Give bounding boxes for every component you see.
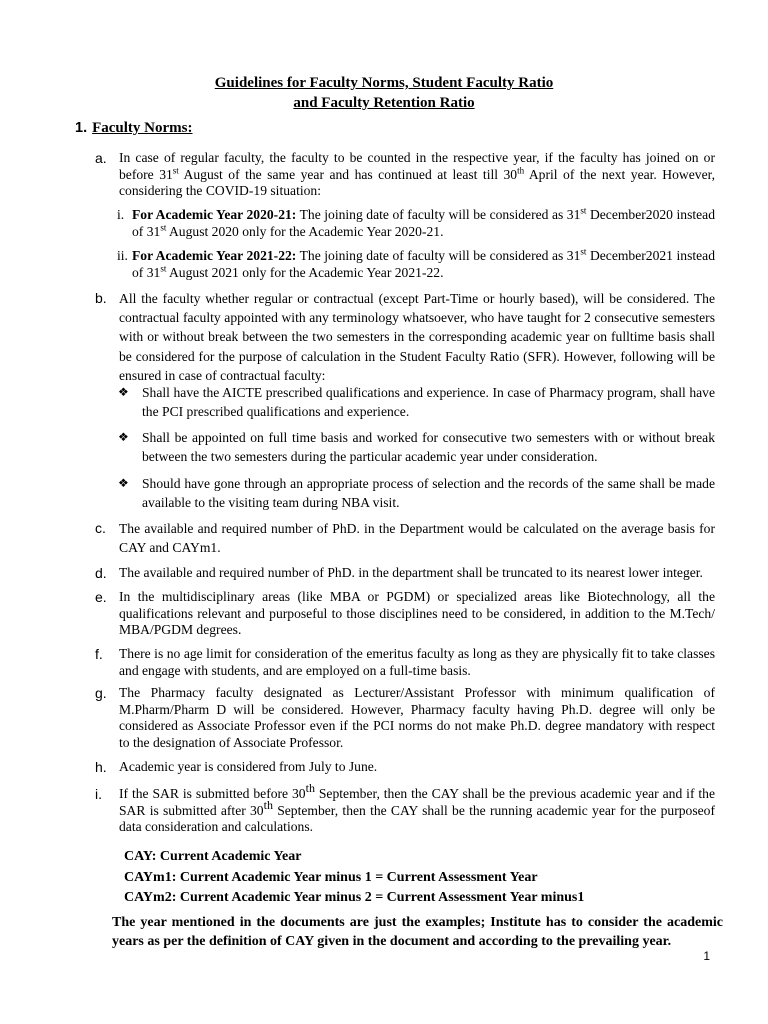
diamond-bullet-icon: ❖ [118,476,129,490]
item-d [95,565,715,582]
item-text: In case of regular faculty, the faculty to be counted in the respective year, if the faculty has joined on or before 31st August of the same year and has continued at least till 30th April of the next year. However, considering the COVID-19 situation: [119,150,715,198]
item-text: In the multidisciplinary areas (like MBA or PGDM) or specialized areas like Biotechnology, all the qualifications relevant and purposeful to those disciplines need to be considered, in addition to the M.Tech/ MBA/PGDM degrees. [119,589,715,637]
sub-item-text: For Academic Year 2020-21: The joining date of faculty will be considered as 31st December2020 instead of 31st August 2020 only for the Academic Year 2020-21. [132,205,715,239]
item-text: Academic year is considered from July to June. [119,759,378,774]
item-h [95,759,715,776]
item-g [95,685,715,751]
definition-caym2: CAYm2: Current Academic Year minus 2 = Current Assessment Year minus1 [124,890,585,905]
item-text: All the faculty whether regular or contractual (except Part-Time or hourly based), will be considered. The contractual faculty appointed with any terminology whatsoever, who have taught for 2 consecutive semesters with or without break between the two semesters in the corresponding academic year on fulltime basis shall be considered for the purpose of calculation in the Student Faculty Ratio (SFR). However, following will be ensured in case of contractual faculty: [119,291,715,383]
bullet-text: Shall have the AICTE prescribed qualifications and experience. In case of Pharmacy program, shall have the PCI prescribed qualifications and experience. [142,385,715,419]
sub-item-label: ii. [117,248,128,263]
item-text: The Pharmacy faculty designated as Lecturer/Assistant Professor with minimum qualification of M.Pharm/Pharm D will be considered. However, Pharmacy faculty having Ph.D. degree will only be considered as Associate Professor even if the PCI norms do not make Ph.D. degree mandatory with respect to the designation of Associate Professor. [119,685,715,750]
item-label: e. [95,589,107,605]
item-label: b. [95,290,107,306]
section-title: Faculty Norms: [92,120,193,136]
item-label: f. [95,646,103,662]
document-title-line2: and Faculty Retention Ratio [293,95,475,111]
sub-item-text: For Academic Year 2021-22: The joining date of faculty will be considered as 31st December2021 instead of 31st August 2021 only for the Academic Year 2021-22. [132,246,715,280]
item-b [95,289,715,385]
bullet-item [118,383,715,421]
document-title-line1: Guidelines for Faculty Norms, Student Faculty Ratio [214,75,554,91]
diamond-bullet-icon: ❖ [118,430,129,444]
item-text: If the SAR is submitted before 30th September, then the CAY shall be the previous academic year and if the SAR is submitted after 30th September, then the CAY shall be the running academic year for the purposeof data consideration and calculations. [119,781,715,834]
sub-item-label: i. [117,207,125,222]
item-label: g. [95,685,107,701]
item-i [95,781,715,836]
bullet-item [118,428,715,466]
note-paragraph: The year mentioned in the documents are just the examples; Institute has to consider the academic years as per the definition of CAY given in the document and according to the prevailing year. [112,915,723,949]
item-label: a. [95,150,107,166]
item-f [95,646,715,679]
item-text: The available and required number of PhD. in the department shall be truncated to its nearest lower integer. [119,565,703,580]
section-number: 1. [75,120,88,136]
item-label: i. [95,786,102,802]
item-label: h. [95,759,107,775]
diamond-bullet-icon: ❖ [118,385,129,399]
item-a [95,150,715,200]
item-label: d. [95,565,107,581]
bullet-text: Shall be appointed on full time basis and worked for consecutive two semesters with or without break between the two semesters during the particular academic year under consideration. [142,430,715,464]
definition-cay: CAY: Current Academic Year [124,849,302,864]
item-c [95,519,715,557]
sub-item-ii [117,248,715,281]
item-e [95,589,715,639]
sub-item-i [117,207,715,240]
bullet-text: Should have gone through an appropriate process of selection and the records of the same shall be made available to the visiting team during NBA visit. [142,476,715,510]
item-text: There is no age limit for consideration of the emeritus faculty as long as they are physically fit to take classes and engage with students, and are employed on a full-time basis. [119,646,715,678]
section-heading [75,120,193,137]
page-number: 1 [703,949,710,963]
definition-caym1: CAYm1: Current Academic Year minus 1 = Current Assessment Year [124,870,538,885]
item-text: The available and required number of PhD. in the Department would be calculated on the average basis for CAY and CAYm1. [119,521,715,555]
item-label: c. [95,520,106,536]
bullet-item [118,474,715,512]
